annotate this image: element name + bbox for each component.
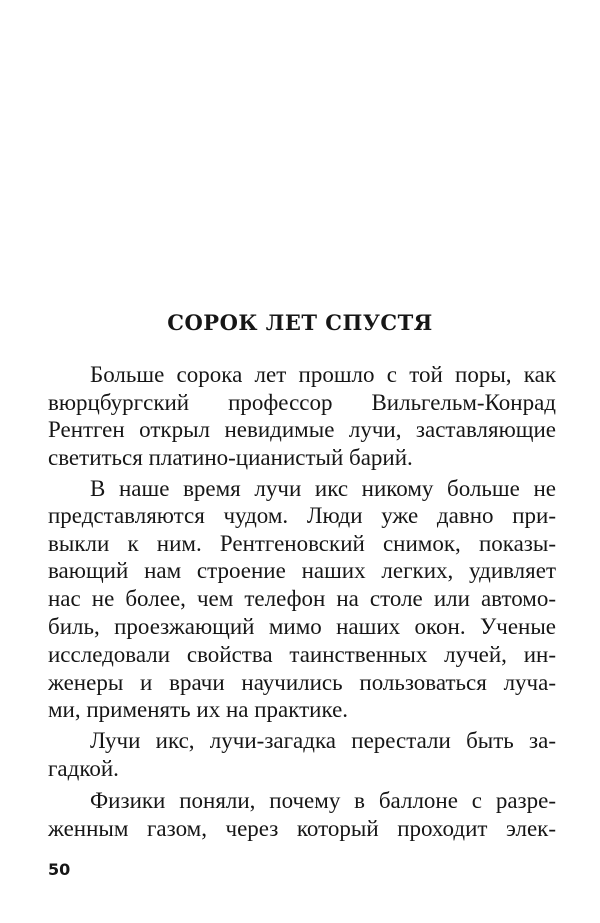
text-line: Рентген открыл невидимые лучи, заставляющие	[48, 417, 556, 442]
text-line: исследовали свойства таинственных лучей, ин-	[48, 642, 556, 667]
text-line: Физики поняли, почему в баллоне с разре-	[90, 788, 556, 813]
text-line: Лучи икс, лучи-загадка перестали быть за-	[90, 728, 556, 753]
text-line: выкли к ним. Рентгеновский снимок, показы-	[48, 531, 556, 556]
page-number: 50	[48, 860, 71, 879]
text-line: ми, применять их на практике.	[48, 697, 349, 722]
text-line: гадкой.	[48, 756, 119, 781]
text-line: женеры и врачи научились пользоваться луча-	[48, 670, 556, 695]
text-line: вающий нам строение наших легких, удивляет	[48, 558, 556, 583]
text-line: Больше сорока лет прошло с той поры, как	[90, 362, 556, 387]
text-line: представляются чудом. Люди уже давно при-	[48, 503, 556, 528]
text-line: вюрцбургский профессор Вильгельм-Конрад	[48, 390, 556, 415]
text-line: биль, проезжающий мимо наших окон. Ученые	[48, 614, 556, 639]
text-line: светиться платино-цианистый барий.	[48, 445, 413, 470]
chapter-title: СОРОК ЛЕТ СПУСТЯ	[167, 310, 433, 335]
text-line: женным газом, через который проходит элек-	[48, 816, 556, 841]
text-line: В наше время лучи икс никому больше не	[90, 476, 556, 501]
text-line: нас не более, чем телефон на столе или автомо-	[48, 586, 556, 611]
